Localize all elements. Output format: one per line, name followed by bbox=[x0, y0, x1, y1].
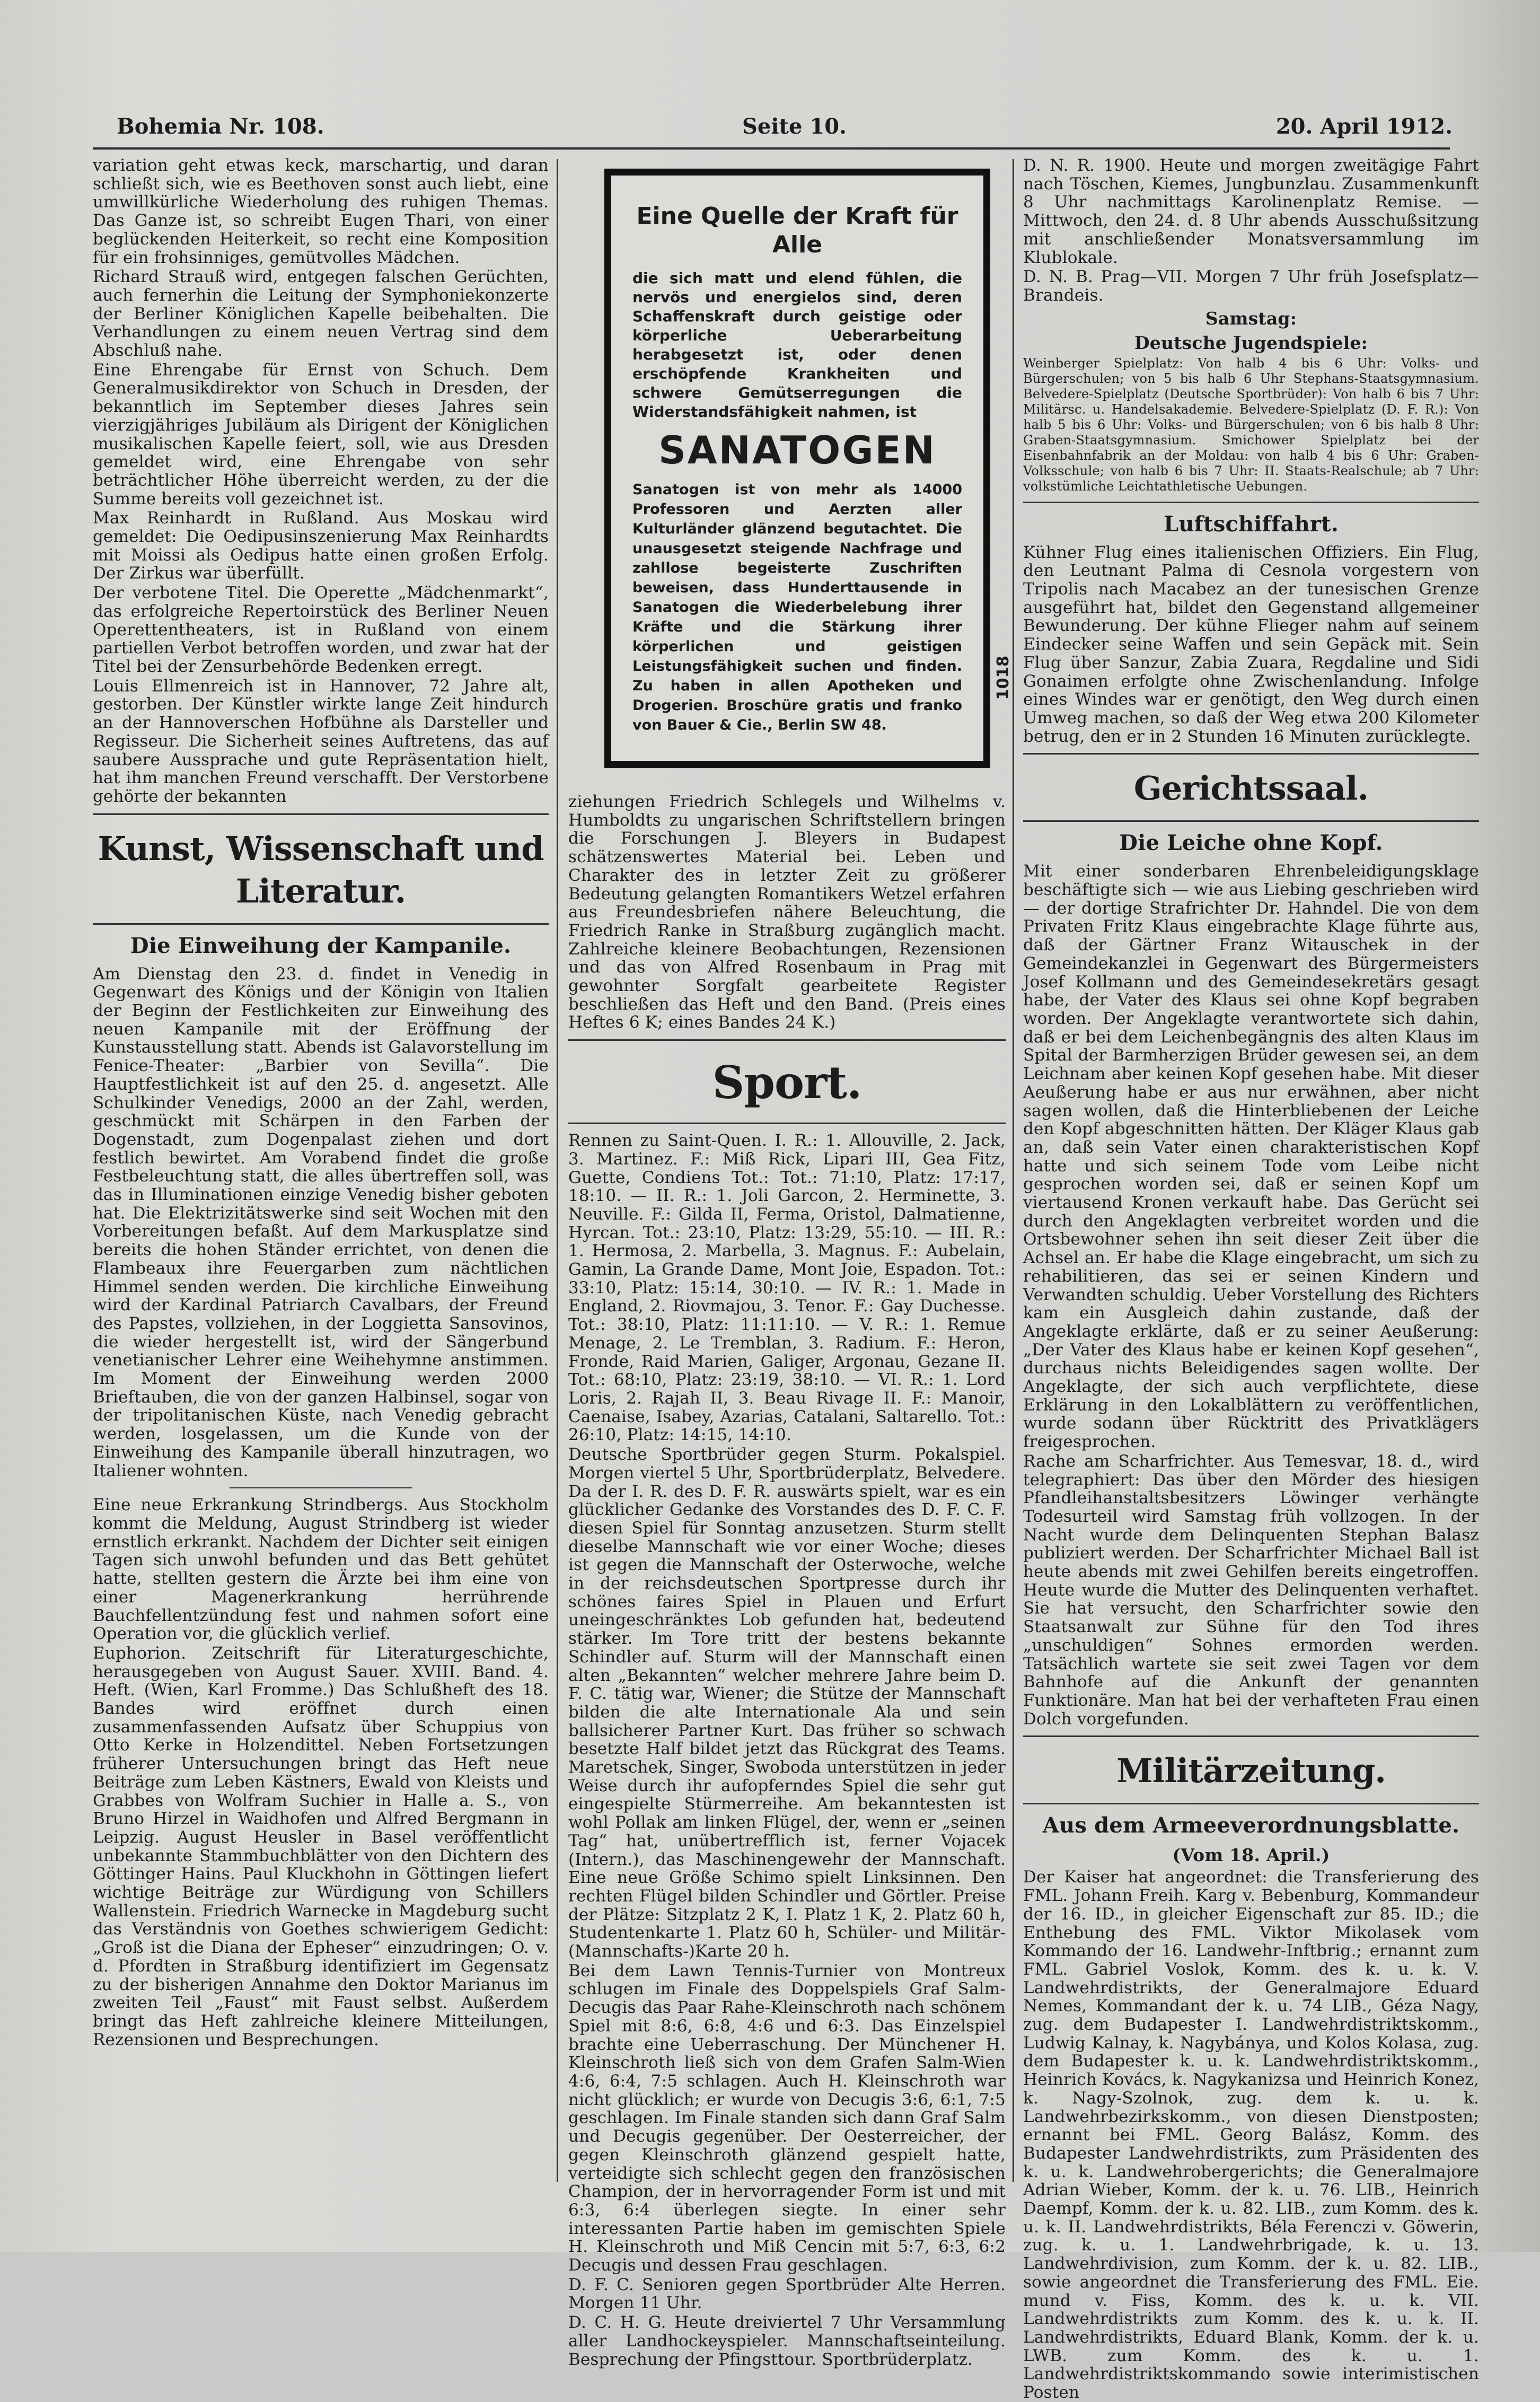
issue-date: 20. April 1912. bbox=[1275, 114, 1453, 139]
page-number: Seite 10. bbox=[742, 114, 847, 139]
section-militaerzeitung: Militärzeitung. bbox=[1116, 1751, 1386, 1791]
section-rule bbox=[1023, 1735, 1479, 1737]
page-header bbox=[117, 114, 1453, 146]
leiche-headline: Die Leiche ohne Kopf. bbox=[1119, 830, 1383, 856]
article-rache: Rache am Scharfrichter. Aus Temesvar, 18. d., wird telegraphiert: Das über den Mörder des hiesigen Pfandleihanstaltsbesitzers Löwinger verhängte Todesurteil wird Samstag früh vollzogen. In der Nacht wurde dem Delinquenten Stephan Balasz publiziert werden. Der Scharfrichter Michael Ball ist heute abends mit zwei Gehilfen bereits eingetroffen. Heute wurde die Mutter des Delinquenten verhaftet. Sie hat versucht, den Scharfrichter sowie den Staatsanwalt zur Sühne für den Tod ihres „unschuldigen“ Sohnes ermorden werden. Tatsächlich wartete sie seit zwei Tagen vor dem Bahnhofe auf die Ankunft der genannten Funktionäre. Man hat bei der verhafteten Frau einen Dolch vorgefunden. bbox=[1023, 1451, 1479, 1729]
column-divider-right bbox=[1013, 159, 1014, 2182]
article-dchg: D. C. H. G. Heute dreiviertel 7 Uhr Versammlung aller Landhockeyspieler. Mannschaftseinteilung. Besprechung der Pfingsttour. Sportbrüderplatz. bbox=[568, 2313, 1006, 2369]
section-rule bbox=[1023, 502, 1479, 503]
ad-headline: Eine Quelle der Kraft für Alle bbox=[636, 203, 958, 258]
article-ellmenreich: Louis Ellmenreich ist in Hannover, 72 Jahre alt, gestorben. Der Künstler wirkte lange Zeit hindurch an der Hannoverschen Hofbühne als Darsteller und Regisseur. Die Sicherheit seines Auftretens, das auf saubere Aussprache und gute Repräsentation hielt, hat ihm manchen Freund verschafft. Der Verstorbene gehörte der bekannten bbox=[93, 676, 549, 806]
article-beethoven: variation geht etwas keck, marschartig, und daran schließt sich, wie es Beethoven sonst auch liebt, eine umwillkürliche Wiederholung des ruhigen Themas. Das Ganze ist, so schreibt Eugen Thari, von einer beglückenden Heiterkeit, so recht eine Komposition für ein frohsinniges, gemütvolles Mädchen. bbox=[93, 156, 549, 267]
section-sport: Sport. bbox=[712, 1056, 862, 1109]
section-rule bbox=[1023, 820, 1479, 822]
header-rule bbox=[93, 147, 1450, 150]
ad-brand: SANATOGEN bbox=[658, 428, 936, 472]
article-dfc: D. F. C. Senioren gegen Sportbrüder Alte Herren. Morgen 11 Uhr. bbox=[568, 2275, 1006, 2313]
ad-text-body: Sanatogen ist von mehr als 14000 Professoren und Aerzten aller Kulturländer glänzend begutachtet. Die unausgesetzt steigende Nachfrage und zahllose begeisterte Zuschriften beweisen, dass Hunderttausende in Sanatogen die Wiederbelebung ihrer Kräfte und die Stärkung ihrer körperlichen und geistigen Leistungsfähigkeit suchen und finden. Zu haben in allen Apotheken und Drogerien. Broschüre gratis und franko von Bauer & Cie., Berlin SW 48. bbox=[632, 481, 962, 733]
jugendspiele-heading: Deutsche Jugendspiele: bbox=[1134, 332, 1368, 353]
section-rule bbox=[93, 923, 549, 925]
paper-issue: Bohemia Nr. 108. bbox=[117, 114, 324, 139]
ad-text-intro: die sich matt und elend fühlen, die nervös und energielos sind, deren Schaffenskraft durch geistige oder körperliche Ueberarbeitung herabgesetzt ist, oder denen erschöpfende Krankheiten und schwere Gemütserregungen die Widerstandsfähigkeit nahmen, ist bbox=[632, 269, 962, 420]
article-schuch: Eine Ehrengabe für Ernst von Schuch. Dem Generalmusikdirektor von Schuch in Dresden, der bekanntlich im September dieses Jahres sein vierzigjähriges Jubiläum als Dirigent der Königlichen musikalischen Kapelle feiert, soll, wie aus Dresden gemeldet wird, eine Ehrengabe von sehr beträchtlicher Höhe überreicht werden, zu der die Summe bereits voll gezeichnet ist. bbox=[93, 360, 549, 509]
article-titel: Der verbotene Titel. Die Operette „Mädchenmarkt“, das erfolgreiche Repertoirstück des Berliner Neuen Operettentheaters, ist in Rußland von einem partiellen Verbot betroffen worden, und zwar hat der Titel bei der Zensurbehörde Bedenken erregt. bbox=[93, 583, 549, 676]
armee-headline: Aus dem Armeeverordnungsblatte. bbox=[1042, 1813, 1460, 1838]
article-reinhardt: Max Reinhardt in Rußland. Aus Moskau wird gemeldet: Die Oedipusinszenierung Max Reinhardts mit Moissi als Oedipus hatte einen großen Erfolg. Der Zirkus war überfüllt. bbox=[93, 509, 549, 583]
article-leiche: Mit einer sonderbaren Ehrenbeleidigungsklage beschäftigte sich — wie aus Liebing geschrieben wird — der dortige Strafrichter Dr. Hahndel. Die von dem Privaten Fritz Klaus eingebrachte Klage führte aus, daß der Gärtner Franz Witauschek in der Gemeindekanzlei in Gegenwart des Bürgermeisters Josef Kollmann und des Gemeindesekretärs gesagt habe, der Vater des Klaus sei ohne Kopf begraben worden. Der Angeklagte verantwortete sich dahin, daß er bei dem Leichenbegängnis des alten Klaus im Spital der Barmherzigen Brüder gewesen sei, an dem Leichnam aber keinen Kopf gesehen habe. Mit dieser Aeußerung habe er aus nur erwähnen, aber nicht sagen wollen, daß die Hinterbliebenen der Leiche den Kopf abgeschnitten hätten. Der Kläger Klaus gab an, daß sein Vater einen charakteristischen Kopf hatte und sich seinem Tode vom Leibe nicht gesprochen worden sei, daß er seinen Kopf um viertausend Kronen verkauft habe. Das Gerücht sei durch den Angeklagten verbreitet worden und die Ortsbewohner sehen ihn seit dieser Zeit über die Achsel an. Er habe die Klage eingebracht, um sich zu rehabilitieren, das sei er seinen Kindern und Verwandten schuldig. Ueber Vorstellung des Richters kam ein Ausgleich dahin zustande, daß der Angeklagte erklärte, daß er zu seiner Aeußerung: „Der Vater des Klaus habe er keinen Kopf gesehen“, durchaus nichts Beleidigendes sagen wollte. Der Angeklagte, der sich auch verpflichtete, diese Erklärung in den Lokalblättern zu veröffentlichen, wurde sodann über Rücktritt des Privatklägers freigesprochen. bbox=[1023, 862, 1479, 1452]
section-rule bbox=[1023, 753, 1479, 755]
section-rule bbox=[93, 813, 549, 815]
ad-number: 1018 bbox=[994, 655, 1013, 700]
column-divider-left bbox=[557, 159, 558, 2182]
kampanile-headline: Die Einweihung der Kampanile. bbox=[130, 933, 512, 958]
article-sportbrueder: Deutsche Sportbrüder gegen Sturm. Pokalspiel. Morgen viertel 5 Uhr, Sportbrüderplatz, Belvedere. Da der I. R. des D. F. R. auswärts spielt, war es ein glücklicher Gedanke des Vorstandes des D. F. C. F. diesen Spiel für Sonntag anzusetzen. Sturm stellt dieselbe Mannschaft wie vor einer Woche; dieses ist gegen die Mannschaft der Osterwoche, welche in der reichsdeutschen Sportpresse durch ihr schönes faires Spiel in Plauen und Erfurt uneingeschränktes Lob gefunden hat, bedeutend stärker. Im Tore tritt der bestens bekannte Schindler auf. Sturm will der Mannschaft einen alten „Bekannten“ welcher mehrere Jahre beim D. F. C. tätig war, Wiener; die Stütze der Mannschaft bilden die alte Internationale Ala und sein ballsicherer Partner Kurt. Das früher so schwach besetzte Half bildet jetzt das Rückgrat des Teams. Maretschek, Singer, Swoboda unterstützen in jeder Weise durch ihr aufopferndes Spiel die sehr gut eingespielte Stürmerreihe. Am bekanntesten ist wohl Pollak am linken Flügel, der, wenn er „seinen Tag“ hat, unübertrefflich ist, ferner Vojacek (Intern.), das Maschinengewehr der Mannschaft. Eine neue Größe Schimo spielt Linksinnen. Den rechten Flügel bilden Schindler und Görtler. Preise der Plätze: Sitzplatz 2 K, I. Platz 1 K, 2. Platz 60 h, Studentenkarte 1. Platz 60 h, Schüler- und Militär- (Mannschafts-)Karte 20 h. bbox=[568, 1445, 1006, 1961]
sanatogen-advertisement bbox=[604, 169, 990, 768]
section-rule bbox=[1023, 1803, 1479, 1804]
column-1 bbox=[93, 156, 549, 2182]
article-dnk: D. N. R. 1900. Heute und morgen zweitägige Fahrt nach Töschen, Kiemes, Jungbunzlau. Zusammenkunft 8 Uhr nachmittags Karolinenplatz Remise. — Mittwoch, den 24. d. 8 Uhr abends Ausschußsitzung mit anschließender Monatsversammlung im Klublokale. bbox=[1023, 156, 1479, 267]
article-euphorion: Euphorion. Zeitschrift für Literaturgeschichte, herausgegeben von August Sauer. XVIII. Band. 4. Heft. (Wien, Karl Fromme.) Das Schlußheft des 18. Bandes wird eröffnet durch einen zusammenfassenden Aufsatz über Schuppius von Otto Kerke in Holzendittel. Neben Fortsetzungen früherer Untersuchungen bringt das Heft neue Beiträge zum Leben Kästners, Ewald von Kleists und Grabbes von Wolfram Suchier in Halle a. S., von Bruno Hirzel in Waidhofen und Alfred Bergmann in Leipzig. August Heusler in Basel veröffentlicht unbekannte Stammbuchblätter von den Dichtern des Göttinger Hains. Paul Kluckhohn in Göttingen liefert wichtige Beiträge zur Würdigung von Schillers Wallenstein. Friedrich Warnecke in Magdeburg sucht das Verständnis von Goethes schwierigem Gedicht: „Groß ist die Diana der Epheser“ einzudringen; O. v. d. Pfordten in Straßburg identifiziert im Gegensatz zu der bisherigen Annahme den Doktor Marianus im zweiten Teil „Faust“ mit Faust selbst. Außerdem bringt das Heft zahlreiche kleinere Mitteilungen, Rezensionen und Besprechungen. bbox=[93, 1643, 549, 2049]
article-flug: Kühner Flug eines italienischen Offiziers. Ein Flug, den Leutnant Palma di Cesnola vorgestern von Tripolis nach Macabez an der tunesischen Grenze ausgeführt hat, bildet den Gegenstand allgemeiner Bewunderung. Der kühne Flieger nahm auf seinem Eindecker seine Waffen und sein Gepäck mit. Sein Flug über Sanzur, Zabia Zuara, Regdaline und Sidi Gonaimen erfolgte ohne Zwischenlandung. Infolge eines Windes war er genötigt, den Weg durch einen Umweg machen, so daß der Weg etwa 200 Kilometer betrug, den er in 2 Stunden 16 Minuten zurücklegte. bbox=[1023, 542, 1479, 746]
armee-date: (Vom 18. April.) bbox=[1172, 1845, 1330, 1866]
article-schlegel: ziehungen Friedrich Schlegels und Wilhelms v. Humboldts zu ungarischen Schriftstellern bringen die Forschungen J. Bleyers in Budapest schätzenswertes Material bei. Leben und Charakter des in letzter Zeit zu größerer Bedeutung gelangten Romantikers Wetzel erfahren aus Freundesbriefen nähere Beleuchtung, die Friedrich Ranke in Straßburg zugänglich macht. Zahlreiche kleinere Beobachtungen, Rezensionen und das von Alfred Rosenbaum in Prag mit gewohnter Sorgfalt gearbeitete Register beschließen das Heft und den Band. (Preis eines Heftes 6 K; eines Bandes 24 K.) bbox=[568, 792, 1006, 1032]
article-kampanile: Am Dienstag den 23. d. findet in Venedig in Gegenwart des Königs und der Königin von Italien der Beginn der Festlichkeiten zur Einweihung des neuen Kampanile mit der Eröffnung der Kunstausstellung statt. Abends ist Galavorstellung im Fenice-Theater: „Barbier von Sevilla“. Die Hauptfestlichkeit ist auf den 25. d. angesetzt. Alle Schulkinder Venedigs, 2000 an der Zahl, werden, geschmückt mit Schärpen in den Farben der Dogenstadt, zum Dogenpalast ziehen und dort festlich bewirtet. Am Vorabend findet die große Festbeleuchtung statt, die alles übertreffen soll, was das in Illuminationen einzige Venedig bisher geboten hat. Die Elektrizitätswerke sind seit Wochen mit den Vorbereitungen befaßt. Auf dem Markusplatze sind bereits die hohen Ständer errichtet, von denen die Flambeaux ihre Feuergarben zum nächtlichen Himmel senden werden. Die kirchliche Einweihung wird der Kardinal Patriarch Cavalbars, der Freund des Papstes, vollziehen, in der Loggietta Sansovinos, die wieder hergestellt ist, wird der Sängerbund venetianischer Lehrer eine Weihehymne anstimmen. Im Moment der Einweihung werden 2000 Brieftauben, die von der ganzen Halbinsel, sogar von der tripolitanischen Küste, nach Venedig gebracht werden, losgelassen, um die Kunde von der Einweihung des Kampanile überall hinzutragen, wo Italiener wohnten. bbox=[93, 964, 549, 1480]
section-gerichtssaal: Gerichtssaal. bbox=[1133, 769, 1369, 808]
section-kunst: Kunst, Wissenschaft und Literatur. bbox=[98, 829, 544, 910]
article-dnb: D. N. B. Prag—VII. Morgen 7 Uhr früh Josefsplatz—Brandeis. bbox=[1023, 267, 1479, 305]
divider bbox=[230, 1487, 412, 1488]
section-rule bbox=[568, 1123, 1006, 1124]
column-2 bbox=[568, 792, 1006, 2369]
article-strauss: Richard Strauß wird, entgegen falschen Gerüchten, auch fernerhin die Leitung der Symphoniekonzerte der Berliner Königlichen Kapelle beibehalten. Die Verhandlungen zu einem neuen Vertrag sind dem Abschluß nahe. bbox=[93, 267, 549, 361]
article-tennis: Bei dem Lawn Tennis-Turnier von Montreux schlugen im Finale des Doppelspiels Graf Salm-Decugis das Paar Rahe-Kleinschroth nach schönem Spiel mit 8:6, 6:8, 4:6 und 6:3. Das Einzelspiel brachte eine Ueberraschung. Der Münchener H. Kleinschroth ließ sich von dem Grafen Salm-Wien 4:6, 6:4, 7:5 schlagen. Auch H. Kleinschroth war nicht glücklich; er wurde von Decugis 3:6, 6:1, 7:5 geschlagen. Im Finale standen sich dann Graf Salm und Decugis gegenüber. Der Oesterreicher, der gegen Kleinschroth glänzend gespielt hatte, verteidigte sich schlecht gegen den französischen Champion, der in hervorragender Form ist und mit 6:3, 6:4 überlegen siegte. In einer sehr interessanten Partie haben im gemischten Spiele H. Kleinschroth und Miß Cencin mit 5:7, 6:3, 6:2 Decugis und dessen Frau geschlagen. bbox=[568, 1961, 1006, 2275]
column-3 bbox=[1023, 156, 1479, 2402]
article-rennen: Rennen zu Saint-Quen. I. R.: 1. Allouville, 2. Jack, 3. Martinez. F.: Miß Rick, Lipari III, Gea Fitz, Guette, Condiens Tot.: Tot.: 71:10, Platz: 17:17, 18:10. — II. R.: 1. Joli Garcon, 2. Herminette, 3. Neuville. F.: Gilda II, Ferma, Oristol, Dalmatienne, Hyrcan. Tot.: 23:10, Platz: 13:29, 55:10. — III. R.: 1. Hermosa, 2. Marbella, 3. Magnus. F.: Aubelain, Gamin, La Grande Dame, Mont Joie, Espadon. Tot.: 33:10, Platz: 15:14, 30:10. — IV. R.: 1. Made in England, 2. Riovmajou, 3. Tenor. F.: Gay Duchesse. Tot.: 38:10, Platz: 11:11:10. — V. R.: 1. Remue Menage, 2. Le Tremblan, 3. Radium. F.: Heron, Fronde, Raid Marien, Galiger, Argonau, Gezane II. Tot.: 68:10, Platz: 23:19, 38:10. — VI. R.: 1. Lord Loris, 2. Rajah II, 3. Beau Rivage II. F.: Manoir, Caenaise, Isabey, Azarias, Catalani, Saltarello. Tot.: 26:10, Platz: 14:15, 14:10. bbox=[568, 1131, 1006, 1445]
section-rule bbox=[568, 1039, 1006, 1041]
article-strindberg: Eine neue Erkrankung Strindbergs. Aus Stockholm kommt die Meldung, August Strindberg ist wieder ernstlich erkrankt. Nachdem der Dichter seit einigen Tagen sich unwohl befunden und das Bett gehütet hatte, stellten gestern die Ärzte bei ihm eine von einer Magenerkrankung herrührende Bauchfellentzündung fest und nahmen sofort eine Operation vor, die glücklich verlief. bbox=[93, 1495, 549, 1644]
article-armee: Der Kaiser hat angeordnet: die Transferierung des FML. Johann Freih. Karg v. Bebenburg, Kommandeur der 16. ID., in gleicher Eigenschaft zur 85. ID.; die Enthebung des FML. Viktor Mikolasek vom Kommando der 16. Landwehr-Inftbrig.; ernannt zum FML. Gabriel Voslok, Komm. des k. u. k. V. Landwehrdistrikts, der Generalmajore Eduard Nemes, Kommandant der k. u. 74 LIB., Géza Nagy, zug. dem Budapester I. Landwehrdistriktskomm., Ludwig Kalnay, k. Nagybánya, und Kolos Kolasa, zug. dem Budapester k. u. k. Landwehrdistriktskomm., Heinrich Kovács, k. Nagykanizsa und Heinrich Konez, k. Nagy-Szolnok, zug. dem k. u. k. Landwehrbezirkskomm., von diesen Dienstposten; ernannt bei FML. Georg Balász, Komm. des Budapester Landwehrdistrikts, zum Präsidenten des k. u. k. Landwehrobergerichts; die Generalmajore Adrian Wieber, Komm. der k. u. 76. LIB., Heinrich Daempf, Komm. der k. u. 82. LIB., zum Komm. des k. u. k. II. Landwehrdistrikts, Béla Ferenczi v. Göwerin, zug. k. u. 1. Landwehrbrigade, k. u. 13. Landwehrdivision, zum Komm. der k. u. 82. LIB., sowie angeordnet die Transferierung des FML. Eie. mund v. Fiss, Komm. des k. u. k. VII. Landwehrdistrikts zum Komm. des k. u. k. II. Landwehrdistrikts, Eduard Blank, Komm. der k. u. LWB. zum Komm. des k. u. 1. Landwehrdistriktskommando sowie interimistischen Posten bbox=[1023, 1868, 1479, 2402]
section-luftschiffahrt: Luftschiffahrt. bbox=[1164, 511, 1339, 537]
article-jugendspiele: Weinberger Spielplatz: Von halb 4 bis 6 Uhr: Volks- und Bürgerschulen; von 5 bis halb 6 Uhr Stephans-Staatsgymnasium. Belvedere-Spielplatz (Deutsche Sportbrüder): Von halb 6 bis 7 Uhr: Militärsc. u. Handelsakademie. Belvedere-Spielplatz (D. F. R.): Von halb 5 bis 6 Uhr: Volks- und Bürgerschulen; von 6 bis halb 8 Uhr: Graben-Staatsgymnasium. Smichower Spielplatz bei der Eisenbahnfabrik an der Moldau: von halb 4 bis 6 Uhr: Graben-Volksschule; von halb 6 bis 7 Uhr: II. Staats-Realschule; ab 7 Uhr: volkstümliche Leichtathletische Uebungen. bbox=[1023, 355, 1479, 494]
samstag-heading: Samstag: bbox=[1205, 308, 1297, 329]
